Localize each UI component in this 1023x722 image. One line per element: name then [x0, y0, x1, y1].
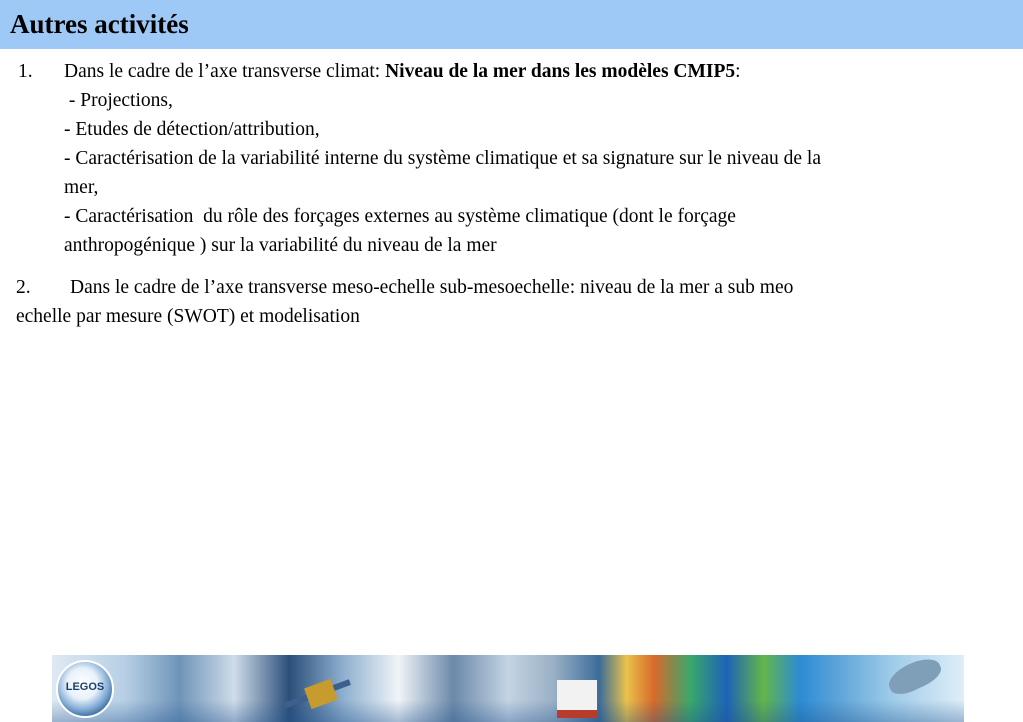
- sub-line: - Caractérisation de la variabilité interne du système climatique et sa signature sur le niveau de la: [64, 148, 821, 169]
- list-item-2: [16, 273, 1006, 331]
- item-intro-bold: Niveau de la mer dans les modèles CMIP5: [385, 61, 736, 82]
- sub-line: - Projections,: [64, 90, 173, 111]
- list-number: 2.: [16, 277, 31, 298]
- item-intro-end: :: [735, 61, 741, 82]
- research-ship-icon: [557, 680, 597, 718]
- legos-logo: [56, 660, 114, 718]
- title-bar: [0, 0, 1023, 49]
- banner-wave: [52, 700, 964, 722]
- item-intro-line: [64, 57, 1014, 86]
- dolphin-icon: [884, 655, 945, 699]
- footer-banner-image: [52, 655, 964, 722]
- item2-line-1: [16, 273, 1006, 302]
- sub-line: mer,: [64, 177, 99, 198]
- item2-line-2: echelle par mesure (SWOT) et modelisation: [16, 306, 360, 327]
- sub-line: anthropogénique ) sur la variabilité du niveau de la mer: [64, 235, 497, 256]
- list-item-body: [64, 57, 1014, 260]
- sub-line: - Caractérisation du rôle des forçages externes au système climatique (dont le forçage: [64, 206, 736, 227]
- legos-logo-text: LEGOS: [65, 681, 105, 693]
- slide-title: Autres activités: [10, 9, 189, 39]
- item2-text: Dans le cadre de l’axe transverse meso-echelle sub-mesoechelle: niveau de la mer a sub meo: [70, 277, 794, 298]
- list-number: 1.: [18, 61, 33, 82]
- sub-line: - Etudes de détection/attribution,: [64, 119, 320, 140]
- item-intro: Dans le cadre de l’axe transverse climat:: [64, 61, 386, 82]
